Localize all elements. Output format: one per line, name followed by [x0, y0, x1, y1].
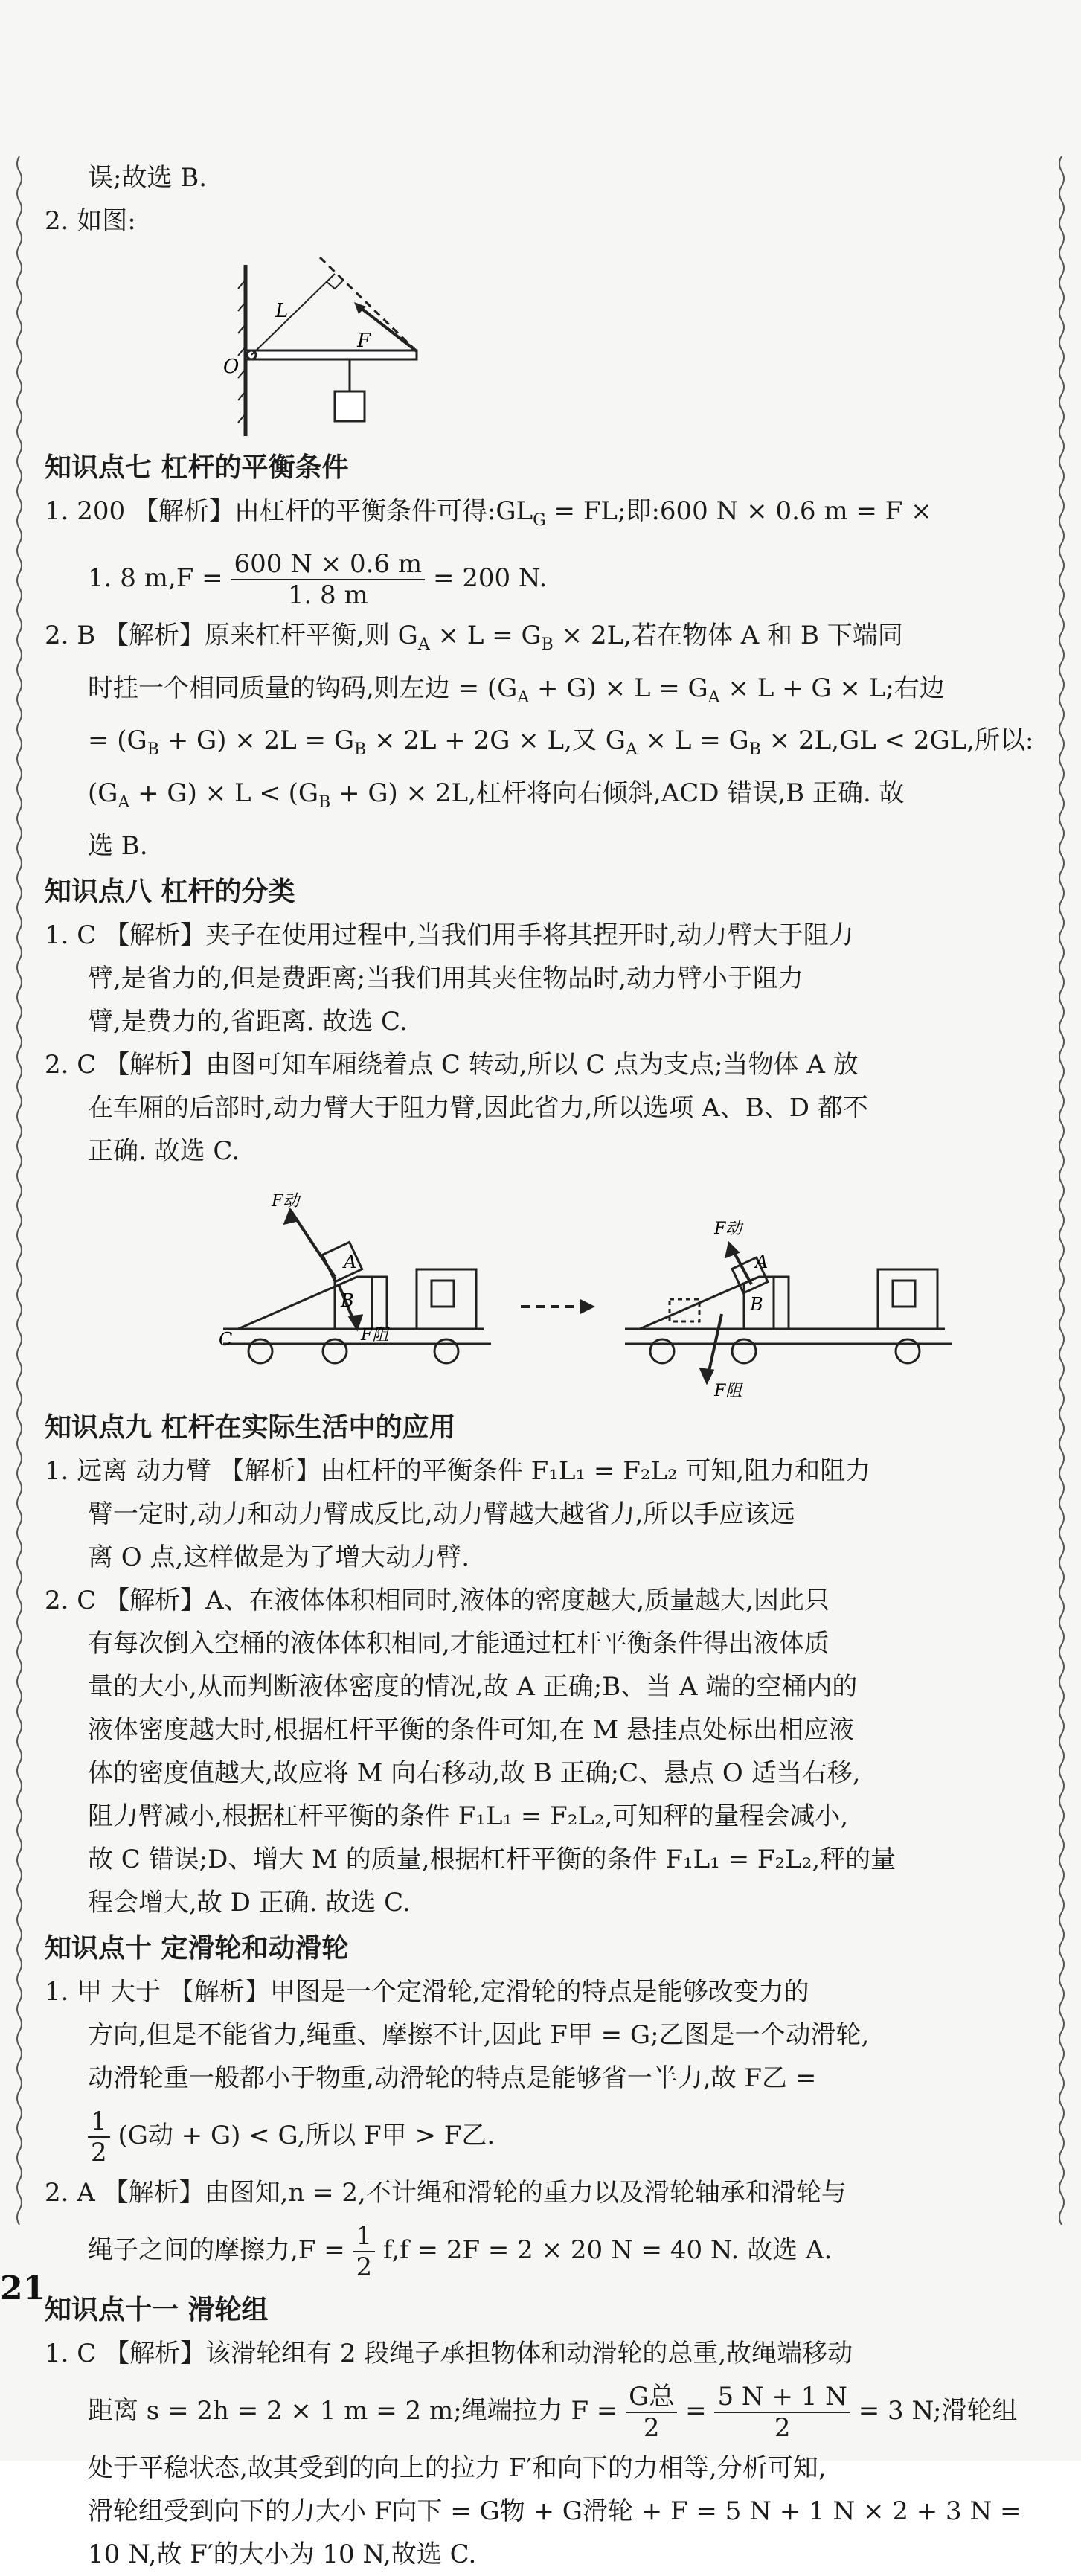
text-line	[45, 667, 1042, 720]
section-heading: 知识点七 杠杆的平衡条件	[45, 452, 349, 483]
text-span: + G) × 2L = G	[158, 725, 355, 756]
weight-block	[335, 391, 365, 421]
text-line: 臂,是费力的,省距离. 故选 C.	[88, 1006, 408, 1037]
text-line: 10 N,故 F′的大小为 10 N,故选 C.	[88, 2539, 477, 2569]
text-span: × 2L,若在物体 A 和 B 下端同	[553, 620, 903, 650]
text-line: 1. 远离 动力臂 【解析】由杠杆的平衡条件 F₁L₁ = F₂L₂ 可知,阻力和阻力	[45, 1455, 871, 1486]
fraction	[231, 549, 425, 610]
label-C: C	[219, 1328, 233, 1350]
text-line: 1. 甲 大于 【解析】甲图是一个定滑轮,定滑轮的特点是能够改变力的	[45, 1976, 809, 2007]
text-line: 方向,但是不能省力,绳重、摩擦不计,因此 F甲 = G;乙图是一个动滑轮,	[88, 2019, 870, 2050]
text-span: × L + G × L;右边	[719, 673, 945, 703]
text-line: 2. 如图:	[45, 206, 136, 236]
arm-length-line	[251, 274, 335, 355]
right-margin-decoration	[1056, 156, 1068, 2225]
text-span: 距离 s = 2h = 2 × 1 m = 2 m;绳端拉力 F =	[88, 2395, 618, 2426]
text-span: 绳子之间的摩擦力,F =	[88, 2234, 345, 2265]
numerator: G总	[626, 2382, 677, 2413]
text-line: 离 O 点,这样做是为了增大动力臂.	[88, 1542, 470, 1572]
text-span: = 200 N.	[432, 563, 548, 593]
text-line: 2. A 【解析】由图知,n = 2,不计绳和滑轮的重力以及滑轮轴承和滑轮与	[45, 2177, 847, 2208]
fraction	[353, 2221, 376, 2282]
label-B: B	[341, 1289, 354, 1311]
label-A: A	[755, 1251, 769, 1272]
subscript: A	[118, 792, 130, 812]
text-span: + G) × L < (G	[129, 778, 319, 809]
text-line: 处于平稳状态,故其受到的向上的拉力 F′和向下的力相等,分析可知,	[88, 2452, 827, 2483]
text-line: 有每次倒入空桶的液体体积相同,才能通过杠杆平衡条件得出液体质	[88, 1628, 830, 1659]
text-line	[45, 719, 1042, 772]
subscript: B	[748, 740, 761, 760]
text-span: f,f = 2F = 2 × 20 N = 40 N. 故选 A.	[382, 2234, 833, 2265]
numerator: 1	[88, 2106, 110, 2138]
tilted-bed	[640, 1277, 789, 1329]
text-span: = 3 N;滑轮组	[858, 2395, 1018, 2426]
label-O: O	[223, 356, 240, 378]
label-B: B	[750, 1293, 763, 1315]
text-line: 量的大小,从而判断液体密度的情况,故 A 正确;B、当 A 端的空桶内的	[88, 1671, 858, 1702]
cab-window	[432, 1281, 454, 1307]
subscript: A	[417, 635, 430, 654]
text-span: × L = G	[429, 620, 542, 650]
transition-arrow	[521, 1299, 595, 1314]
text-line: 体的密度值越大,故应将 M 向右移动,故 B 正确;C、悬点 O 适当右移,	[88, 1758, 861, 1788]
numerator: 1	[353, 2221, 376, 2252]
text-line: 2. C 【解析】由图可知车厢绕着点 C 转动,所以 C 点为支点;当物体 A 放	[45, 1049, 859, 1080]
answer-content	[45, 156, 1042, 2576]
text-span: (G	[88, 778, 118, 809]
text-span: 2. B 【解析】原来杠杆平衡,则 G	[45, 620, 418, 650]
denominator: 2	[91, 2137, 107, 2168]
fraction	[88, 2106, 110, 2168]
equation-line	[45, 2214, 1042, 2286]
truck-left	[223, 1210, 491, 1363]
label-F-dong: F动	[272, 1191, 300, 1211]
text-span: =	[685, 2395, 707, 2426]
text-line: 臂一定时,动力和动力臂成反比,动力臂越大越省力,所以手应该远	[88, 1499, 795, 1529]
subscript: B	[147, 740, 159, 760]
right-angle-mark	[326, 280, 344, 289]
denominator: 2	[356, 2252, 373, 2282]
text-span: + G) × L = G	[529, 673, 708, 703]
text-line: 阻力臂减小,根据杠杆平衡的条件 F₁L₁ = F₂L₂,可知秤的量程会减小,	[88, 1801, 849, 1831]
text-line: 2. C 【解析】A、在液体体积相同时,液体的密度越大,质量越大,因此只	[45, 1585, 830, 1615]
text-line: 臂,是省力的,但是费距离;当我们用其夹住物品时,动力臂小于阻力	[88, 963, 803, 993]
text-span: + G) × 2L,杠杆将向右倾斜,ACD 错误,B 正确. 故	[330, 778, 905, 809]
text-line: 正确. 故选 C.	[88, 1135, 240, 1166]
denominator: 2	[774, 2412, 791, 2443]
truck-right	[625, 1243, 952, 1382]
lever-bar	[246, 350, 417, 359]
text-span: × 2L + 2G × L,又 G	[366, 725, 626, 756]
arrow-head-icon	[701, 1369, 713, 1382]
subscript: B	[541, 635, 554, 654]
label-L: L	[275, 300, 289, 322]
section-heading: 知识点九 杠杆在实际生活中的应用	[45, 1412, 456, 1443]
subscript: A	[708, 688, 720, 707]
text-span: × L = G	[637, 725, 749, 756]
cab-window	[893, 1281, 915, 1307]
subscript: A	[517, 688, 530, 707]
numerator: 600 N × 0.6 m	[231, 549, 425, 580]
text-line: 动滑轮重一般都小于物重,动滑轮的特点是能够省一半力,故 F乙 =	[88, 2063, 817, 2093]
text-line: 液体密度越大时,根据杠杆平衡的条件可知,在 M 悬挂点处标出相应液	[88, 1714, 855, 1745]
subscript: B	[318, 792, 331, 812]
text-span: × 2L,GL < 2GL,所以:	[760, 725, 1034, 756]
text-line: 1. C 【解析】夹子在使用过程中,当我们用手将其捏开时,动力臂大于阻力	[45, 920, 854, 950]
cab-post	[372, 1277, 387, 1329]
lever-diagram	[134, 243, 461, 443]
cab-post	[774, 1277, 789, 1329]
section-heading: 知识点十一 滑轮组	[45, 2294, 269, 2325]
text-line: 故 C 错误;D、增大 M 的质量,根据杠杆平衡的条件 F₁L₁ = F₂L₂,秤的量	[88, 1844, 896, 1874]
text-line: 选 B.	[88, 830, 148, 861]
text-line	[45, 490, 1042, 542]
arrow-head-icon	[285, 1210, 298, 1223]
equation-line	[45, 2100, 1042, 2171]
page-number: 21	[0, 2269, 46, 2307]
section-heading: 知识点八 杠杆的分类	[45, 876, 295, 907]
label-F-zu: F阻	[714, 1381, 742, 1400]
label-F-dong: F动	[714, 1219, 742, 1238]
text-span: = (G	[88, 725, 147, 756]
denominator: 1. 8 m	[287, 580, 368, 610]
equation-line	[45, 2375, 1042, 2447]
arrow-head-icon	[350, 1316, 362, 1329]
subscript: B	[354, 740, 367, 760]
label-F-zu: F阻	[361, 1325, 389, 1345]
text-span: = FL;即:600 N × 0.6 m = F ×	[545, 496, 932, 526]
cab	[417, 1269, 476, 1329]
fraction	[714, 2382, 850, 2443]
text-line	[45, 614, 1042, 667]
denominator: 2	[643, 2412, 660, 2443]
equation-line	[45, 542, 1042, 614]
section-heading: 知识点十 定滑轮和动滑轮	[45, 1932, 349, 1964]
fraction	[626, 2382, 677, 2443]
tilted-bed	[238, 1277, 387, 1329]
numerator: 5 N + 1 N	[714, 2382, 850, 2413]
subscript: G	[533, 510, 546, 530]
text-span: 时挂一个相同质量的钩码,则左边 = (G	[88, 673, 518, 703]
text-span: (G动 + G) < G,所以 F甲 > F乙.	[118, 2120, 495, 2150]
label-F: F	[357, 330, 371, 352]
dump-truck-diagram	[208, 1180, 1012, 1403]
text-line: 误;故选 B.	[88, 163, 208, 193]
text-line: 滑轮组受到向下的力大小 F向下 = G物 + G滑轮 + F = 5 N + 1 N × 2 + 3 N =	[88, 2496, 1021, 2526]
text-line: 程会增大,故 D 正确. 故选 C.	[88, 1887, 411, 1917]
text-line: 在车厢的后部时,动力臂大于阻力臂,因此省力,所以选项 A、B、D 都不	[88, 1092, 868, 1123]
left-margin-decoration	[13, 156, 25, 2225]
text-line	[45, 772, 1042, 824]
label-A: A	[344, 1251, 357, 1272]
cab	[878, 1269, 937, 1329]
text-span: 1. 200 【解析】由杠杆的平衡条件可得:GL	[45, 496, 533, 526]
text-line: 1. C 【解析】该滑轮组有 2 段绳子承担物体和动滑轮的总重,故绳端移动	[45, 2338, 853, 2368]
text-span: 1. 8 m,F =	[88, 563, 223, 593]
subscript: A	[625, 740, 638, 760]
